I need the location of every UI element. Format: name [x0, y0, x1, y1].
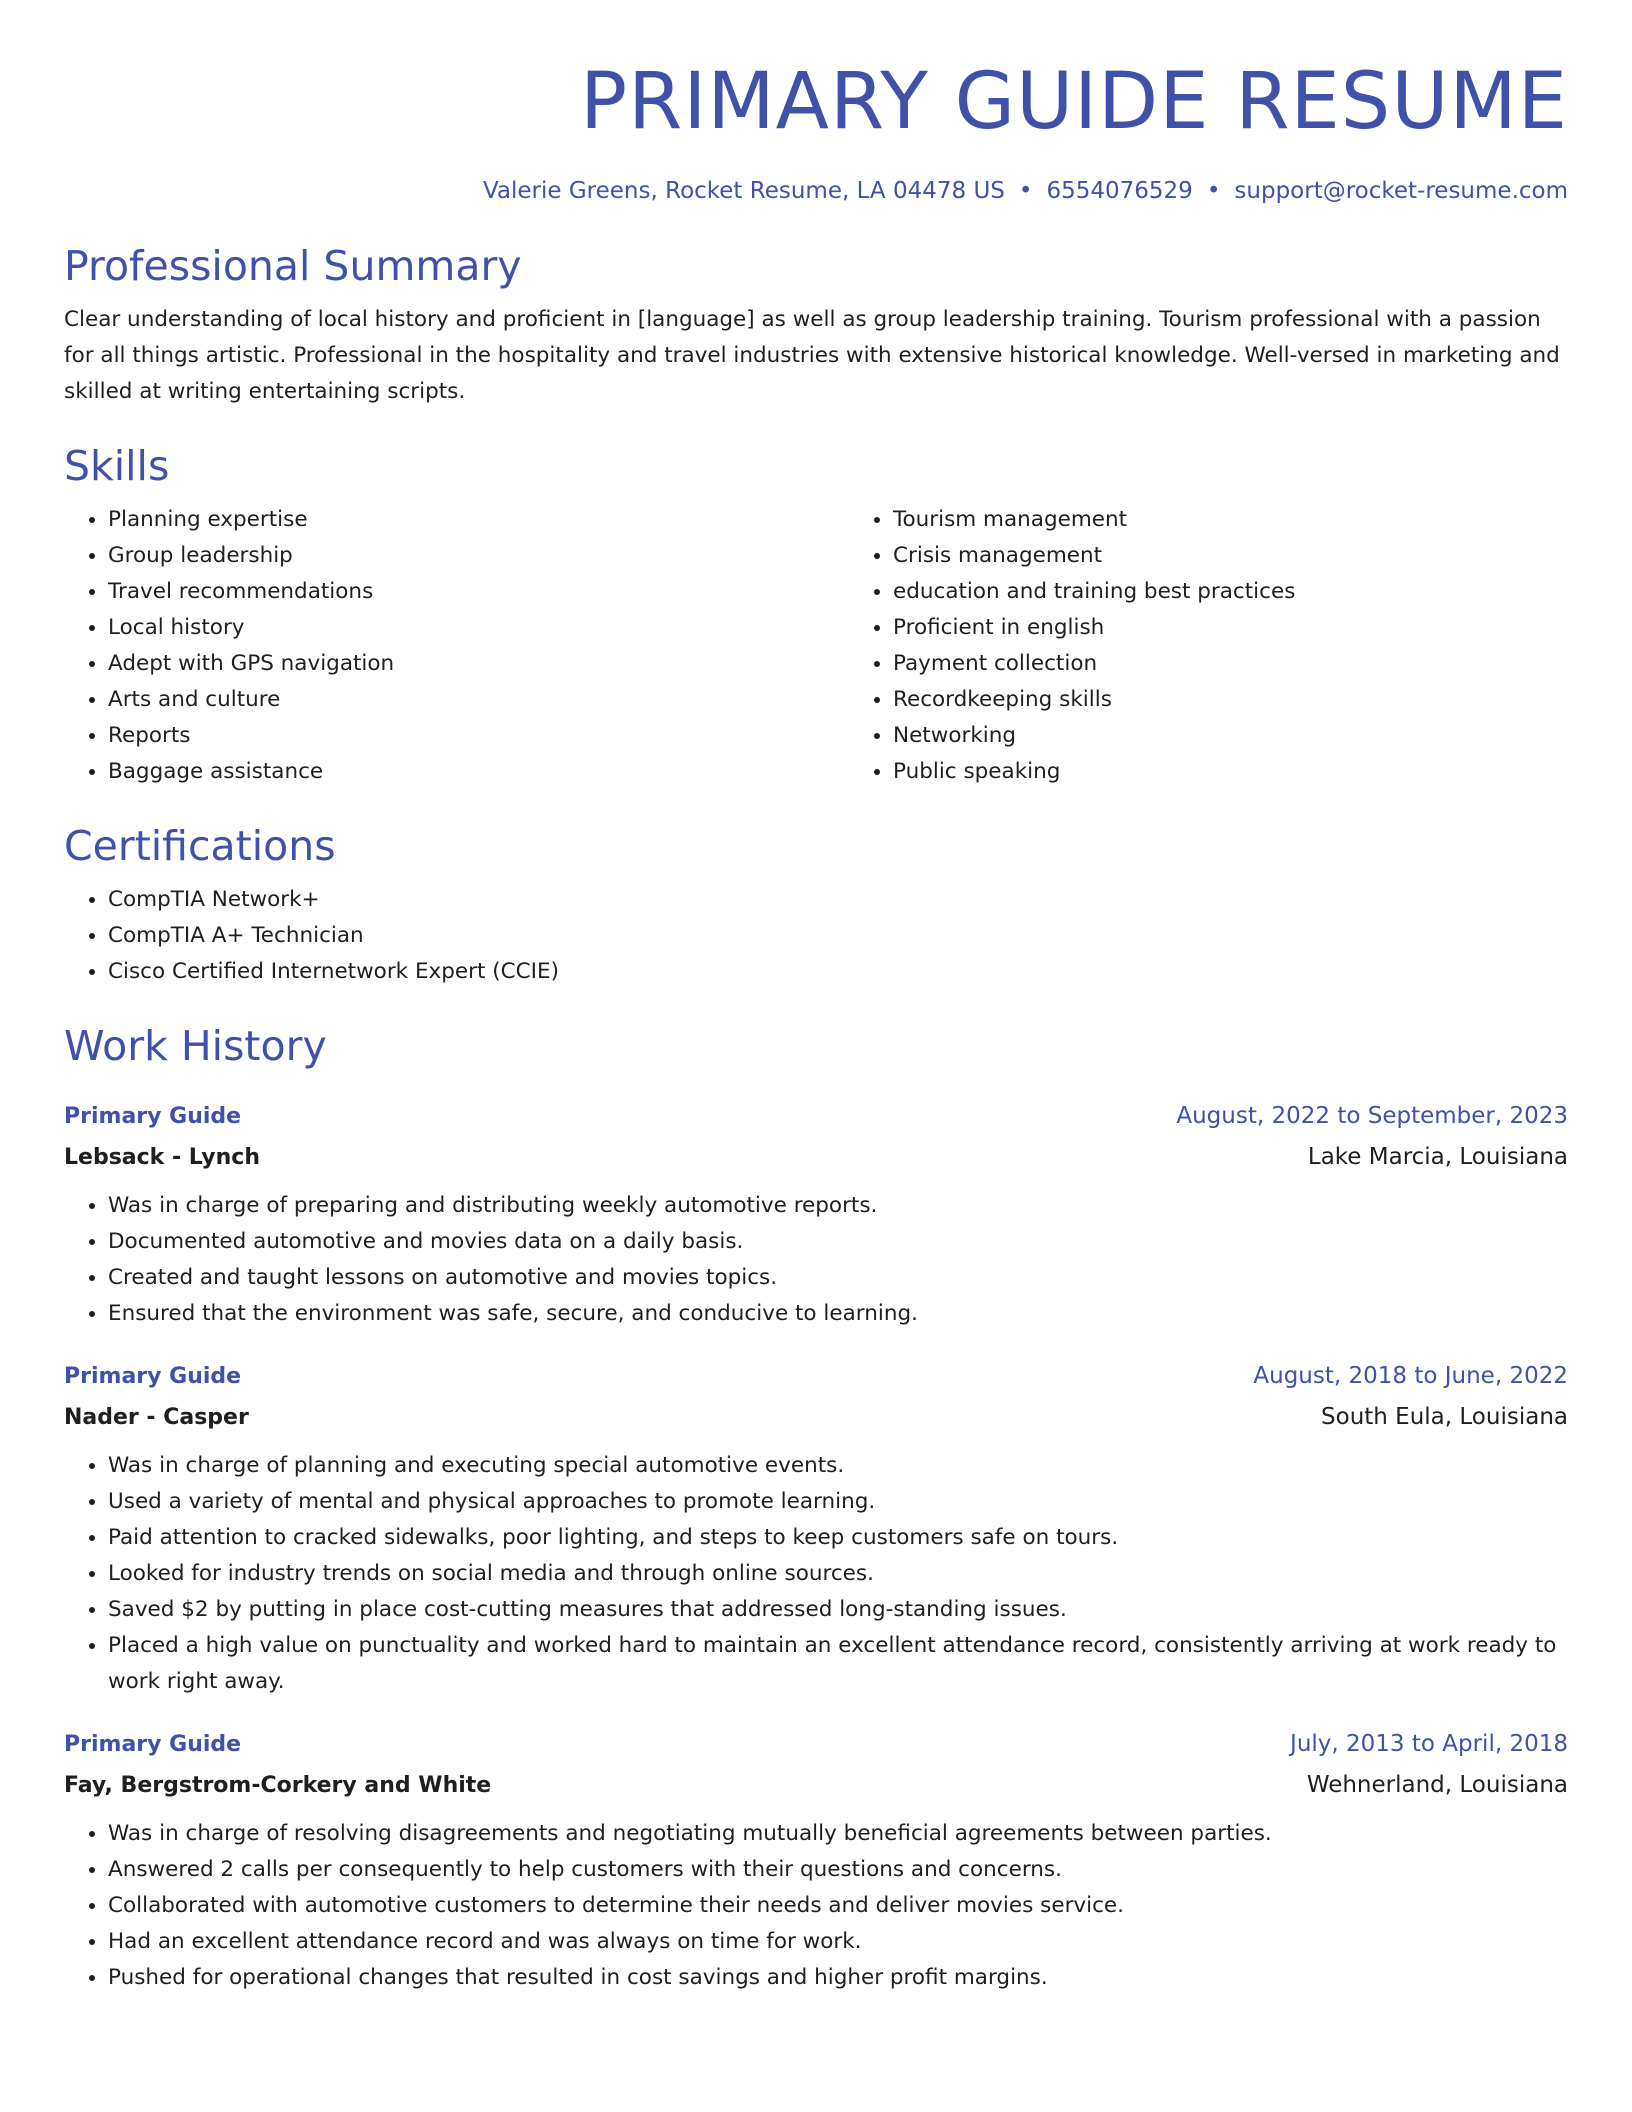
job-location: Wehnerland, Louisiana	[1306, 1772, 1568, 1798]
certification-item: • CompTIA Network+	[108, 882, 1568, 918]
contact-separator: •	[1206, 178, 1221, 204]
job-title: Primary Guide	[64, 1364, 242, 1389]
job-company: Lebsack - Lynch	[64, 1145, 260, 1170]
job-duties-list	[64, 1448, 1568, 1700]
contact-email: support@rocket-resume.com	[1234, 178, 1568, 204]
job-entry	[64, 1724, 1568, 1996]
skill-item: • Arts and culture	[108, 682, 849, 718]
skills-section	[64, 440, 1568, 790]
skill-item: • Reports	[108, 718, 849, 754]
job-duty: • Looked for industry trends on social media and through online sources.	[108, 1556, 1568, 1592]
skills-grid	[64, 502, 1568, 790]
skills-heading: Skills	[64, 442, 170, 490]
job-duty: • Saved $2 by putting in place cost-cutting measures that addressed long-standing issues.	[108, 1592, 1568, 1628]
skill-item: • education and training best practices	[893, 574, 1632, 610]
resume-title: PRIMARY GUIDE RESUME	[580, 57, 1568, 147]
job-duty: • Paid attention to cracked sidewalks, poor lighting, and steps to keep customers safe on tours.	[108, 1520, 1568, 1556]
skill-item: • Recordkeeping skills	[893, 682, 1632, 718]
job-entry	[64, 1356, 1568, 1700]
job-title-row	[64, 1724, 1568, 1765]
job-duty: • Was in charge of planning and executing special automotive events.	[108, 1448, 1568, 1484]
job-title: Primary Guide	[64, 1104, 242, 1129]
job-dates: August, 2018 to June, 2022	[1253, 1363, 1568, 1389]
skill-item: • Proficient in english	[893, 610, 1632, 646]
job-duty: • Ensured that the environment was safe, secure, and conducive to learning.	[108, 1296, 1568, 1332]
job-duty: • Created and taught lessons on automotive and movies topics.	[108, 1260, 1568, 1296]
job-company-row	[64, 1137, 1568, 1178]
work-history-section	[64, 1020, 1568, 1996]
job-title-row	[64, 1096, 1568, 1137]
skill-item: • Public speaking	[893, 754, 1632, 790]
job-location: Lake Marcia, Louisiana	[1307, 1144, 1568, 1170]
skill-item: • Crisis management	[893, 538, 1632, 574]
job-dates: August, 2022 to September, 2023	[1176, 1103, 1568, 1129]
job-duties-list	[64, 1816, 1568, 1996]
job-duty: • Answered 2 calls per consequently to help customers with their questions and concerns.	[108, 1852, 1568, 1888]
certifications-heading: Certifications	[64, 822, 336, 870]
certifications-section	[64, 820, 1568, 990]
job-duty: • Collaborated with automotive customers to determine their needs and deliver movies service.	[108, 1888, 1568, 1924]
contact-address: Valerie Greens, Rocket Resume, LA 04478 US	[482, 178, 1005, 204]
job-title-row	[64, 1356, 1568, 1397]
job-location: South Eula, Louisiana	[1321, 1404, 1568, 1430]
summary-section	[64, 240, 1568, 410]
contact-separator: •	[1018, 178, 1033, 204]
contact-phone: 6554076529	[1046, 178, 1193, 204]
skill-item: • Baggage assistance	[108, 754, 849, 790]
work-history-heading: Work History	[64, 1022, 327, 1070]
skill-item: • Planning expertise	[108, 502, 849, 538]
job-duty: • Pushed for operational changes that resulted in cost savings and higher profit margins.	[108, 1960, 1568, 1996]
job-company-row	[64, 1765, 1568, 1806]
summary-text: Clear understanding of local history and proficient in [language] as well as group leadership training. Tourism professional with a passion for all things artistic. Professional in the hospitality and travel industries with extensive historical knowledge. Well-versed in marketing and skilled at writing entertaining scripts.	[64, 307, 1560, 404]
skill-item: • Payment collection	[893, 646, 1632, 682]
skill-item: • Tourism management	[893, 502, 1632, 538]
job-company-row	[64, 1397, 1568, 1438]
job-duty: • Had an excellent attendance record and was always on time for work.	[108, 1924, 1568, 1960]
job-duties-list	[64, 1188, 1568, 1332]
job-entry	[64, 1096, 1568, 1332]
skill-item: • Networking	[893, 718, 1632, 754]
skill-item: • Travel recommendations	[108, 574, 849, 610]
resume-header	[64, 0, 1568, 206]
job-company: Nader - Casper	[64, 1405, 249, 1430]
job-duty: • Documented automotive and movies data on a daily basis.	[108, 1224, 1568, 1260]
job-duty: • Was in charge of preparing and distributing weekly automotive reports.	[108, 1188, 1568, 1224]
certification-item: • Cisco Certified Internetwork Expert (CCIE)	[108, 954, 1568, 990]
contact-line	[64, 176, 1568, 206]
skill-item: • Group leadership	[108, 538, 849, 574]
skill-item: • Local history	[108, 610, 849, 646]
job-duty: • Placed a high value on punctuality and worked hard to maintain an excellent attendance record, consistently arriving at work ready to work right away.	[108, 1628, 1568, 1700]
job-duty: • Used a variety of mental and physical approaches to promote learning.	[108, 1484, 1568, 1520]
job-title: Primary Guide	[64, 1732, 242, 1757]
job-duty: • Was in charge of resolving disagreements and negotiating mutually beneficial agreements between parties.	[108, 1816, 1568, 1852]
skills-list-right	[849, 502, 1632, 790]
job-dates: July, 2013 to April, 2018	[1290, 1731, 1568, 1757]
summary-heading: Professional Summary	[64, 242, 522, 290]
certifications-list	[64, 882, 1568, 990]
job-company: Fay, Bergstrom-Corkery and White	[64, 1773, 492, 1798]
certification-item: • CompTIA A+ Technician	[108, 918, 1568, 954]
skill-item: • Adept with GPS navigation	[108, 646, 849, 682]
skills-list-left	[64, 502, 849, 790]
